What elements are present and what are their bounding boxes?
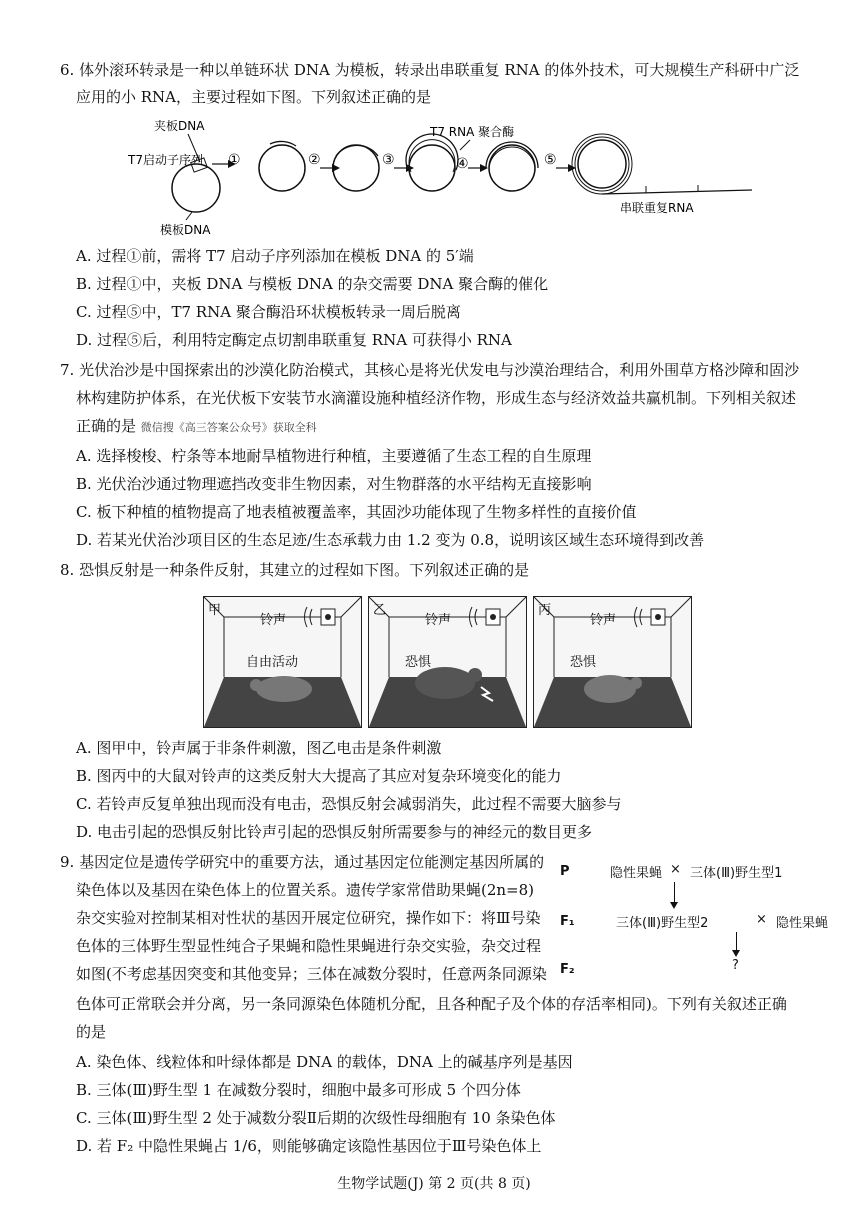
p-times: ×	[670, 862, 681, 877]
q6-option-a: A. 过程①前，需将 T7 启动子序列添加在模板 DNA 的 5′端	[76, 247, 474, 265]
tandem-rna-label: 串联重复RNA	[620, 201, 694, 215]
panel-tag-yi: 乙	[373, 603, 387, 618]
q8-panel-bing	[533, 596, 692, 728]
q7-stem-line1: 7. 光伏治沙是中国探索出的沙漠化防治模式，其核心是将光伏发电与沙漠治理结合，利用外围草方格沙障和固沙	[60, 361, 800, 379]
q9-stem-line6: 色体可正常联会并分离，另一条同源染色体随机分配，且各种配子及个体的存活率相同)。下列有关叙述正确	[76, 995, 787, 1013]
rat-icon	[584, 675, 636, 703]
f1-times: ×	[756, 912, 767, 927]
arrowhead-icon	[670, 902, 678, 909]
promoter-label: T7启动子序列	[128, 153, 203, 167]
q9-option-a: A. 染色体、线粒体和叶绿体都是 DNA 的载体，DNA 上的碱基序列是基因	[76, 1053, 573, 1071]
q9-stem-line7: 的是	[76, 1023, 107, 1041]
rat-icon	[415, 667, 475, 699]
arrowhead-icon	[732, 950, 740, 957]
q7-stem-line2: 林构建防护体系，在光伏板下安装节水滴灌设施种植经济作物，形成生态与经济效益共赢机制。下列相关叙述	[76, 389, 797, 407]
q9-stem-line2: 染色体以及基因在染色体上的位置关系。遗传学家常借助果蝇(2n=8)	[76, 881, 535, 899]
q6-option-c: C. 过程⑤中，T7 RNA 聚合酶沿环状模板转录一周后脱离	[76, 303, 461, 321]
q9-option-b: B. 三体(Ⅲ)野生型 1 在减数分裂时，细胞中最多可形成 5 个四分体	[76, 1081, 521, 1099]
circle-5	[489, 145, 535, 191]
q6-stem-line1: 6. 体外滚环转录是一种以单链环状 DNA 为模板，转录出串联重复 RNA 的体外技术，可大规模生产科研中广泛	[60, 61, 800, 79]
q9-stem-line4: 色体的三体野生型显性纯合子果蝇和隐性果蝇进行杂交实验，杂交过程	[76, 937, 542, 955]
q6-option-d: D. 过程⑤后，利用特定酶定点切割串联重复 RNA 可获得小 RNA	[76, 331, 512, 349]
f1-right: 隐性果蝇	[776, 916, 829, 931]
rat-icon	[256, 676, 312, 702]
q6-stem-line2: 应用的小 RNA，主要过程如下图。下列叙述正确的是	[76, 88, 432, 106]
q8-panel-jia	[203, 596, 362, 728]
panel-state-yi: 恐惧	[405, 655, 432, 670]
circle-final	[578, 140, 626, 188]
q8-option-d: D. 电击引起的恐惧反射比铃声引起的恐惧反射所需要参与的神经元的数目更多	[76, 823, 593, 841]
panel-state-jia: 自由活动	[246, 655, 299, 670]
gen-p-label: P	[560, 864, 570, 879]
p-right: 三体(Ⅲ)野生型1	[690, 866, 783, 881]
panel-tag-jia: 甲	[208, 603, 222, 618]
q8-option-c: C. 若铃声反复单独出现而没有电击，恐惧反射会减弱消失，此过程不需要大脑参与	[76, 795, 622, 813]
f1-left: 三体(Ⅲ)野生型2	[616, 916, 709, 931]
polymerase-label: T7 RNA 聚合酶	[430, 125, 515, 139]
panel-bell-bing: 铃声	[590, 613, 617, 628]
p-left: 隐性果蝇	[610, 866, 663, 881]
arrow-f1-f2	[736, 932, 737, 952]
step-1: ①	[228, 152, 241, 168]
step-5: ⑤	[544, 152, 557, 168]
q9-cross-diagram	[556, 856, 856, 986]
circle-4	[409, 145, 455, 191]
q9-stem-line5: 如图(不考虑基因突变和其他变异；三体在减数分裂时，任意两条同源染	[76, 965, 547, 983]
panel-bell-yi: 铃声	[425, 613, 452, 628]
q6-option-b: B. 过程①中，夹板 DNA 与模板 DNA 的杂交需要 DNA 聚合酶的催化	[76, 275, 549, 293]
q9-stem-line3: 杂交实验对控制某相对性状的基因开展定位研究，操作如下：将Ⅲ号染	[76, 909, 541, 927]
q8-option-b: B. 图丙中的大鼠对铃声的这类反射大大提高了其应对复杂环境变化的能力	[76, 767, 562, 785]
q9-stem-line1: 9. 基因定位是遗传学研究中的重要方法，通过基因定位能测定基因所属的	[60, 853, 545, 871]
q7-option-b: B. 光伏治沙通过物理遮挡改变非生物因素，对生物群落的水平结构无直接影响	[76, 475, 592, 493]
clamp-dna-label: 夹板DNA	[154, 119, 205, 133]
circle-2	[259, 145, 305, 191]
q8-stem: 8. 恐惧反射是一种条件反射，其建立的过程如下图。下列叙述正确的是	[60, 561, 530, 579]
panel-tag-bing: 丙	[538, 603, 552, 618]
q8-option-a: A. 图甲中，铃声属于非条件刺激，图乙电击是条件刺激	[76, 739, 442, 757]
q7-option-d: D. 若某光伏治沙项目区的生态足迹/生态承载力由 1.2 变为 0.8，说明该区域生态环境得到改善	[76, 531, 705, 549]
step-2: ②	[308, 152, 321, 168]
arrow-p-f1	[674, 882, 675, 904]
template-dna-label: 模板DNA	[160, 223, 211, 237]
q7-option-c: C. 板下种植的植物提高了地表植被覆盖率，其固沙功能体现了生物多样性的直接价值	[76, 503, 637, 521]
q7-option-a: A. 选择梭梭、柠条等本地耐旱植物进行种植，主要遵循了生态工程的自生原理	[76, 447, 592, 465]
gen-f2-label: F₂	[560, 962, 575, 977]
watermark: 微信搜《高三答案公众号》获取全科	[140, 421, 317, 434]
f2-question: ?	[732, 958, 739, 973]
page-footer: 生物学试题(J) 第 2 页(共 8 页)	[337, 1176, 531, 1192]
q8-panel-yi	[368, 596, 527, 728]
panel-bell-jia: 铃声	[260, 613, 287, 628]
q6-rolling-circle-figure	[120, 112, 770, 242]
panel-state-bing: 恐惧	[570, 655, 597, 670]
step-3: ③	[382, 152, 395, 168]
tandem-rna-strand	[602, 190, 752, 194]
gen-f1-label: F₁	[560, 914, 575, 929]
q7-stem-line3-text: 正确的是	[76, 417, 137, 435]
q9-option-c: C. 三体(Ⅲ)野生型 2 处于减数分裂Ⅱ后期的次级性母细胞有 10 条染色体	[76, 1109, 556, 1127]
q7-stem-line3	[76, 416, 317, 438]
q9-option-d: D. 若 F₂ 中隐性果蝇占 1/6，则能够确定该隐性基因位于Ⅲ号染色体上	[76, 1137, 542, 1155]
step-4: ④	[456, 156, 469, 172]
